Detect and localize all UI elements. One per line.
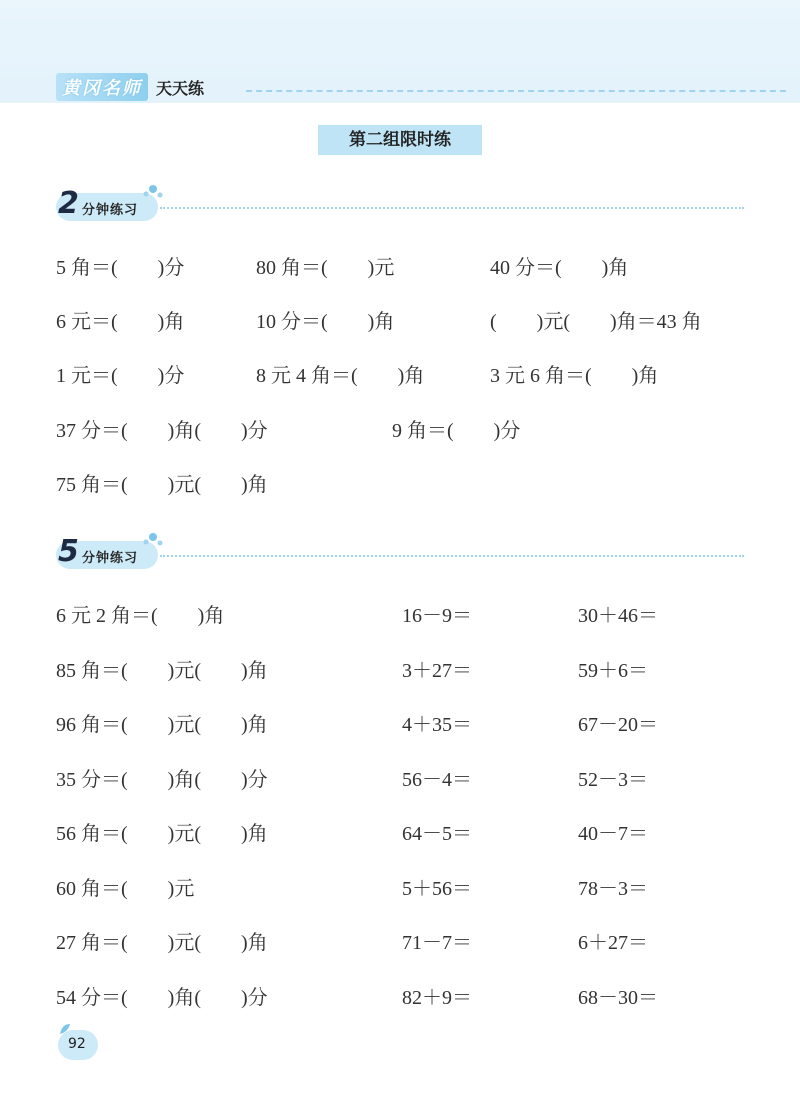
question: 35 分＝( )角( )分	[56, 769, 268, 791]
leaf-icon	[58, 1022, 72, 1036]
question: 8 元 4 角＝( )角	[256, 365, 425, 387]
section-divider	[160, 207, 744, 209]
question: 4＋35＝	[402, 714, 472, 736]
header-divider	[246, 90, 786, 92]
section-label: 分钟练习	[82, 551, 139, 566]
question: 80 角＝( )元	[256, 257, 395, 279]
question: 40－7＝	[578, 823, 648, 845]
question: 6 元 2 角＝( )角	[56, 605, 225, 627]
question: 37 分＝( )角( )分	[56, 420, 268, 442]
question: 78－3＝	[578, 878, 648, 900]
question: 67－20＝	[578, 714, 658, 736]
question: 59＋6＝	[578, 660, 648, 682]
question: 68－30＝	[578, 987, 658, 1009]
question: 6＋27＝	[578, 932, 648, 954]
question: 3 元 6 角＝( )角	[490, 365, 659, 387]
question: 85 角＝( )元( )角	[56, 660, 268, 682]
question: 6 元＝( )角	[56, 311, 185, 333]
question: 56 角＝( )元( )角	[56, 823, 268, 845]
section-number: 5	[58, 534, 79, 569]
question: 71－7＝	[402, 932, 472, 954]
brand-subtitle: 天天练	[156, 78, 205, 98]
question: 5＋56＝	[402, 878, 472, 900]
question: 64－5＝	[402, 823, 472, 845]
section-number: 2	[58, 186, 79, 221]
question: 82＋9＝	[402, 987, 472, 1009]
question: 75 角＝( )元( )角	[56, 474, 268, 496]
question: 96 角＝( )元( )角	[56, 714, 268, 736]
question: 54 分＝( )角( )分	[56, 987, 268, 1009]
splash-icon	[142, 529, 164, 549]
question: 1 元＝( )分	[56, 365, 185, 387]
group-title: 第二组限时练	[318, 125, 482, 155]
page-number-badge	[58, 1030, 98, 1060]
question: 3＋27＝	[402, 660, 472, 682]
question: 60 角＝( )元	[56, 878, 195, 900]
splash-icon	[142, 181, 164, 201]
question: 5 角＝( )分	[56, 257, 185, 279]
question: 56－4＝	[402, 769, 472, 791]
page-number: 92	[68, 1036, 86, 1052]
question: 40 分＝( )角	[490, 257, 629, 279]
question: 16－9＝	[402, 605, 472, 627]
question: 52－3＝	[578, 769, 648, 791]
question: ( )元( )角＝43 角	[490, 311, 702, 333]
question: 10 分＝( )角	[256, 311, 395, 333]
question: 30＋46＝	[578, 605, 658, 627]
brand	[56, 74, 204, 100]
question: 27 角＝( )元( )角	[56, 932, 268, 954]
brand-name: 黄冈名师	[56, 73, 148, 101]
question: 9 角＝( )分	[392, 420, 521, 442]
section-label: 分钟练习	[82, 203, 139, 218]
section-divider	[160, 555, 744, 557]
